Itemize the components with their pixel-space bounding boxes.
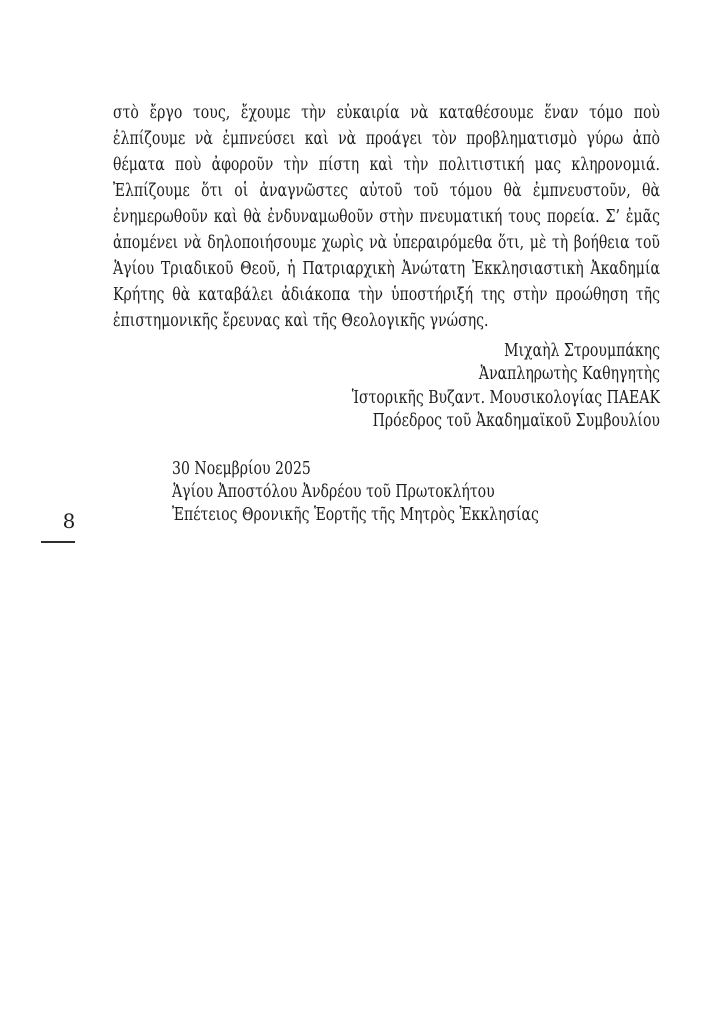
- paragraph-line: Κρήτης θὰ καταβάλει ἀδιάκοπα τὴν ὑποστήριξή της στὴν προώθηση τῆς: [113, 285, 660, 305]
- paragraph-line: στὸ ἔργο τους, ἔχουμε τὴν εὐκαιρία νὰ καταθέσουμε ἕναν τόμο ποὺ: [113, 103, 660, 123]
- paragraph-line: Ἁγίου Τριαδικοῦ Θεοῦ, ἡ Πατριαρχικὴ Ἀνώτατη Ἐκκλησιαστικὴ Ἀκαδημία: [113, 259, 660, 279]
- page-number: 8: [62, 509, 76, 533]
- signature-title: Ἀναπληρωτὴς Καθηγητὴς: [478, 364, 660, 385]
- signature-role: Πρόεδρος τοῦ Ἀκαδημαϊκοῦ Συμβουλίου: [372, 411, 660, 432]
- signature-department: Ἱστορικῆς Βυζαντ. Μουσικολογίας ΠΑΕΑΚ: [351, 387, 660, 408]
- date-block: [172, 458, 671, 527]
- paragraph-line: ἐνημερωθοῦν καὶ θὰ ἐνδυναμωθοῦν στὴν πνευματική τους πορεία. Σ’ ἐμᾶς: [113, 207, 660, 227]
- anniversary-line: Ἐπέτειος Θρονικῆς Ἑορτῆς τῆς Μητρὸς Ἐκκλησίας: [172, 505, 539, 525]
- paragraph-line: ἐπιστημονικῆς ἔρευνας καὶ τῆς Θεολογικῆς γνώσης.: [113, 311, 489, 331]
- paragraph-line: ἐλπίζουμε νὰ ἐμπνεύσει καὶ νὰ προάγει τὸν προβληματισμὸ γύρω ἀπὸ: [113, 129, 660, 149]
- body-paragraph: [113, 100, 660, 334]
- page-number-rule: [41, 541, 75, 543]
- paragraph-line: ἀπομένει νὰ δηλοποιήσουμε χωρὶς νὰ ὑπεραιρόμεθα ὅτι, μὲ τὴ βοήθεια τοῦ: [113, 233, 660, 253]
- signature-name: Μιχαὴλ Στρουμπάκης: [504, 341, 660, 361]
- date-line: 30 Νοεμβρίου 2025: [172, 459, 311, 479]
- signature-block: [113, 340, 660, 434]
- paragraph-line: θέματα ποὺ ἀφοροῦν τὴν πίστη καὶ τὴν πολιτιστική μας κληρονομιά.: [113, 155, 660, 175]
- feast-line: Ἁγίου Ἀποστόλου Ἀνδρέου τοῦ Πρωτοκλήτου: [172, 482, 495, 502]
- paragraph-line: Ἐλπίζουμε ὅτι οἱ ἀναγνῶστες αὐτοῦ τοῦ τόμου θὰ ἐμπνευστοῦν, θὰ: [113, 181, 660, 201]
